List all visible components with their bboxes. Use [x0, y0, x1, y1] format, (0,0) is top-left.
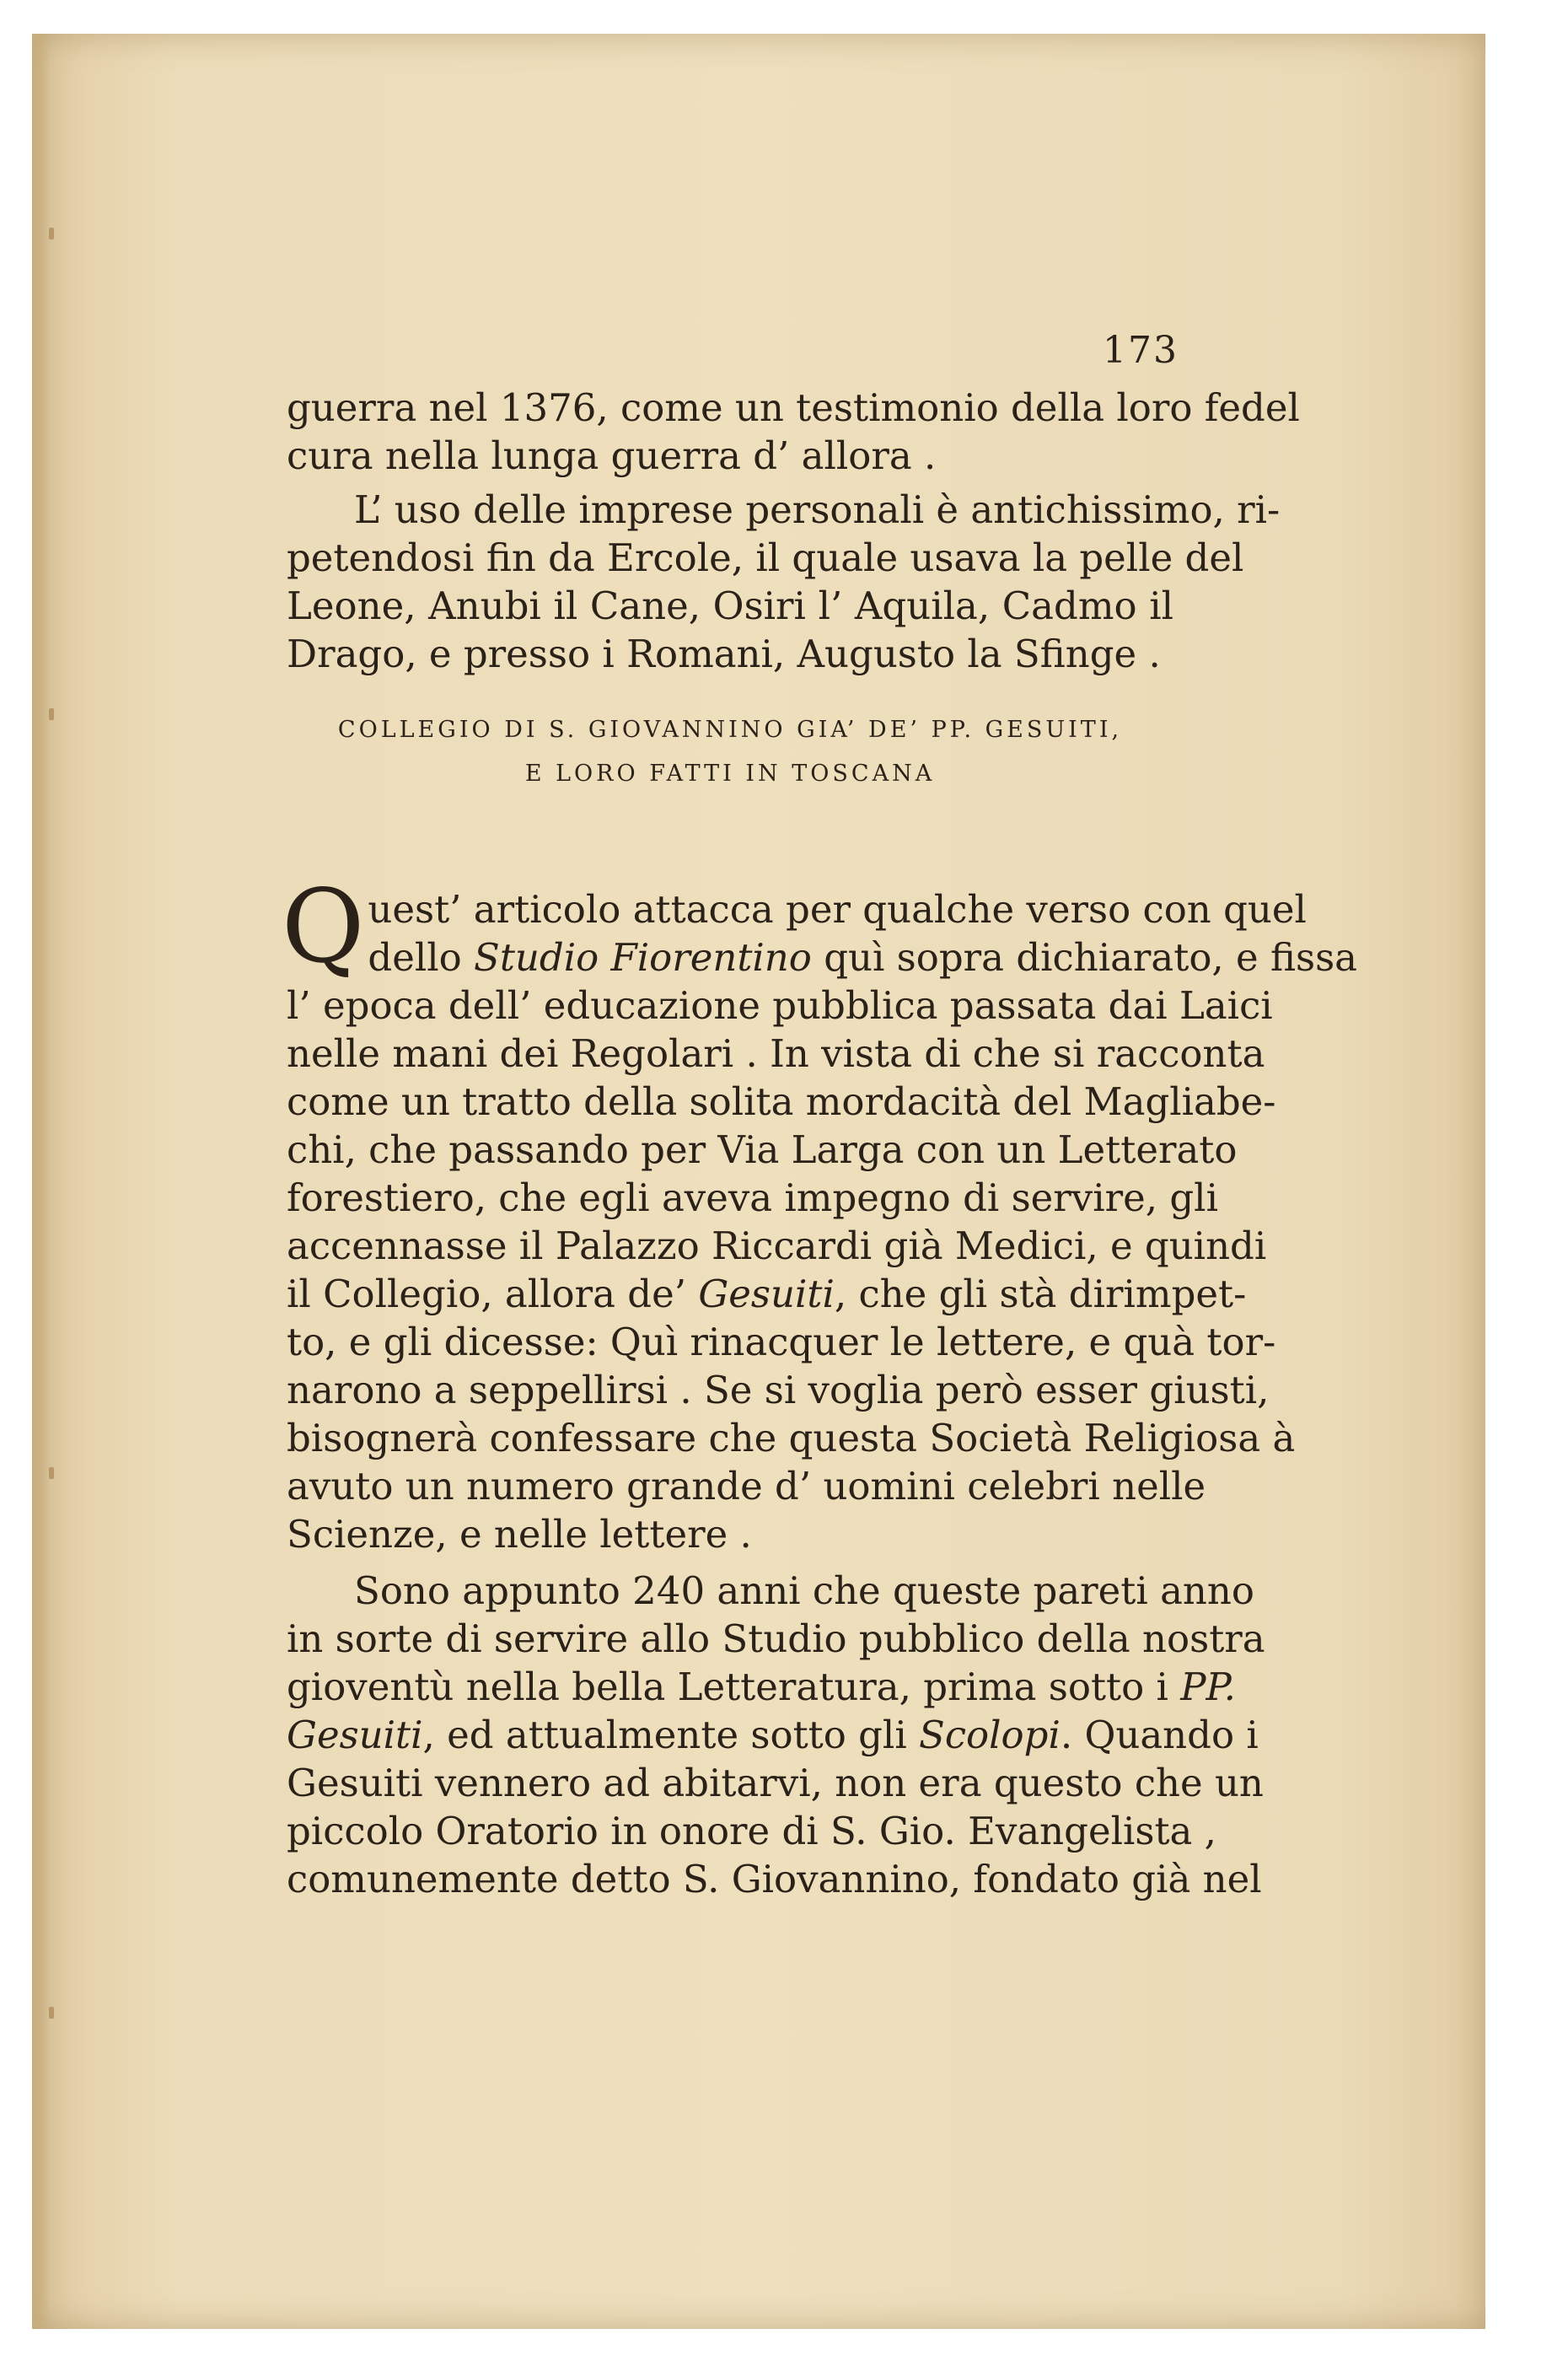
text-line: avuto un numero grande d’ uomini celebri nelle [287, 1464, 1206, 1509]
text-line: forestiero, che egli aveva impegno di servire, gli [287, 1175, 1218, 1220]
binding-stitch [49, 228, 54, 239]
text-line: to, e gli dicesse: Quì rinacquer le lettere, e quà tor- [287, 1320, 1276, 1364]
text-line: L’ uso delle imprese personali è antichissimo, ri- [354, 487, 1281, 532]
text-line: il Collegio, allora de’ Gesuiti, che gli stà dirimpet- [287, 1272, 1247, 1316]
text-line: uest’ articolo attacca per qualche verso con quel [368, 887, 1307, 932]
continuation-paragraph [287, 384, 1300, 480]
text-line: piccolo Oratorio in onore di S. Gio. Evangelista , [287, 1809, 1216, 1853]
text-line: comunemente detto S. Giovannino, fondato già nel [287, 1857, 1262, 1901]
text-line: bisognerà confessare che questa Società Religiosa à [287, 1416, 1296, 1460]
text-line: in sorte di servire allo Studio pubblico della nostra [287, 1616, 1265, 1661]
text-line: Drago, e presso i Romani, Augusto la Sfinge . [287, 632, 1161, 676]
text-line: guerra nel 1376, come un testimonio della loro fedel [287, 385, 1300, 430]
binding-stitch [49, 1467, 54, 1479]
italic-word: Gesuiti [287, 1713, 423, 1757]
text-line: dello Studio Fiorentino quì sopra dichiarato, e fissa [368, 935, 1358, 980]
text-line: narono a seppellirsi . Se si voglia però esser giusti, [287, 1368, 1270, 1412]
text-line: Scienze, e nelle lettere . [287, 1512, 752, 1557]
text-line: accennasse il Palazzo Riccardi già Medici, e quindi [287, 1224, 1267, 1268]
text-line: Sono appunto 240 anni che queste pareti anno [354, 1568, 1254, 1613]
final-paragraph [287, 1567, 1265, 1903]
italic-word: Gesuiti [698, 1272, 835, 1316]
binding-stitch [49, 2007, 54, 2019]
text-line: Gesuiti, ed attualmente sotto gli Scolopi. Quando i [287, 1713, 1259, 1757]
italic-title: Studio Fiorentino [474, 935, 812, 980]
binding-stitch [49, 708, 54, 720]
text-line: come un tratto della solita mordacità del Magliabe- [287, 1079, 1276, 1124]
book-page [32, 34, 1485, 2329]
drop-cap: Q [282, 869, 365, 986]
text-line: Gesuiti vennero ad abitarvi, non era questo che un [287, 1761, 1264, 1805]
main-paragraph [282, 869, 1358, 1558]
text-line: gioventù nella bella Letteratura, prima sotto i PP. [287, 1665, 1236, 1709]
heading-line-2: E LORO FATTI IN TOSCANA [524, 761, 936, 787]
text-line: petendosi fin da Ercole, il quale usava la pelle del [287, 535, 1244, 580]
section-heading [287, 708, 1173, 796]
text-line: l’ epoca dell’ educazione pubblica passata dai Laici [287, 983, 1273, 1028]
page-number: 173 [1103, 329, 1179, 372]
italic-word: Scolopi [919, 1713, 1061, 1757]
italic-word: PP. [1180, 1665, 1236, 1709]
text-line: cura nella lunga guerra d’ allora . [287, 433, 937, 478]
heading-line-1: COLLEGIO DI S. GIOVANNINO GIA’ DE’ PP. GESUITI, [337, 717, 1123, 743]
imprese-paragraph [287, 486, 1281, 678]
text-line: nelle mani dei Regolari . In vista di che si racconta [287, 1031, 1265, 1076]
text-line: Leone, Anubi il Cane, Osiri l’ Aquila, Cadmo il [287, 584, 1173, 628]
text-line: chi, che passando per Via Larga con un Letterato [287, 1127, 1238, 1172]
